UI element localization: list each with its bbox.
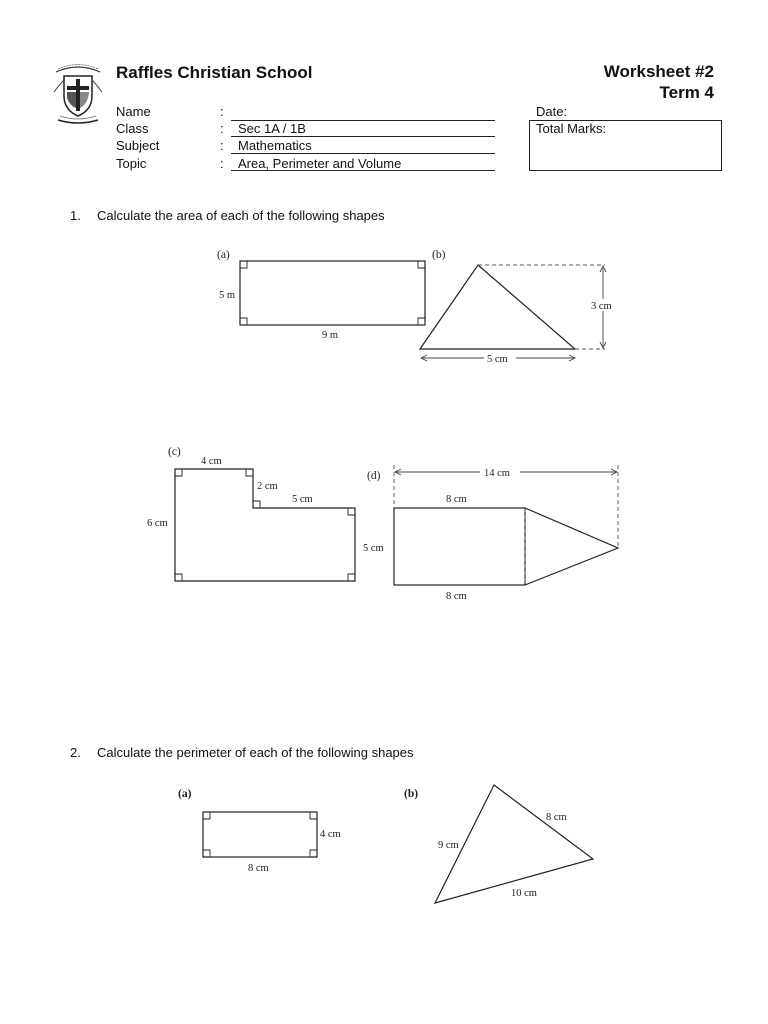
dimension-label: 10 cm (511, 888, 537, 899)
dimension-label: 5 cm (363, 543, 384, 554)
dimension-label: 9 m (322, 330, 339, 341)
dimension-label: 5 m (219, 290, 236, 301)
right-angle-marks (203, 812, 317, 857)
dimension-label: 6 cm (147, 518, 168, 529)
dimension-label: 5 cm (487, 354, 508, 365)
figure-q1a (217, 249, 425, 341)
worksheet-number: Worksheet #2 (603, 62, 714, 81)
dimension-label: 3 cm (591, 301, 612, 312)
dimension-label: 8 cm (446, 494, 467, 505)
question-text: Calculate the area of each of the following shapes (97, 208, 385, 223)
field-colon: : (220, 156, 224, 171)
dimension-label: 4 cm (201, 456, 222, 467)
figure-q2a (178, 788, 341, 874)
triangle-shape (420, 265, 575, 349)
right-angle-marks (240, 261, 425, 325)
school-name: Raffles Christian School (116, 63, 313, 82)
rectangle-shape (203, 812, 317, 857)
field-colon: : (220, 138, 224, 153)
figure-label: (a) (178, 788, 192, 800)
question-text: Calculate the perimeter of each of the following shapes (97, 745, 414, 760)
field-label-subject: Subject (116, 138, 160, 153)
field-label-name: Name (116, 104, 151, 119)
field-label-topic: Topic (116, 156, 147, 171)
dimension-label: 8 cm (446, 591, 467, 602)
dimension-label: 8 cm (546, 812, 567, 823)
figure-q1c (147, 446, 355, 581)
field-value-subject: Mathematics (238, 138, 312, 153)
figure-label: (a) (217, 249, 230, 261)
dimension-label: 8 cm (248, 863, 269, 874)
term-label: Term 4 (659, 83, 714, 102)
rectangle-shape (394, 508, 525, 585)
rectangle-shape (240, 261, 425, 325)
dimension-label: 9 cm (438, 840, 459, 851)
field-value-class: Sec 1A / 1B (238, 121, 306, 136)
dimension-label: 14 cm (484, 468, 510, 479)
field-label-class: Class (116, 121, 149, 136)
figure-label: (d) (367, 470, 381, 482)
field-colon: : (220, 104, 224, 119)
figure-q2b (404, 785, 593, 903)
figure-q1d (363, 465, 618, 602)
dimension-label: 2 cm (257, 481, 278, 492)
question-number: 2. (70, 745, 81, 760)
figure-q1b (420, 249, 618, 365)
triangle-shape (525, 508, 618, 585)
dimension-label: 5 cm (292, 494, 313, 505)
figure-label: (b) (432, 249, 446, 261)
date-label: Date: (536, 104, 568, 119)
field-value-topic: Area, Perimeter and Volume (238, 156, 402, 171)
field-colon: : (220, 121, 224, 136)
figure-label: (b) (404, 788, 419, 800)
figure-label: (c) (168, 446, 181, 458)
dimension-label: 4 cm (320, 829, 341, 840)
question-number: 1. (70, 208, 81, 223)
total-marks-label: Total Marks: (536, 121, 607, 136)
